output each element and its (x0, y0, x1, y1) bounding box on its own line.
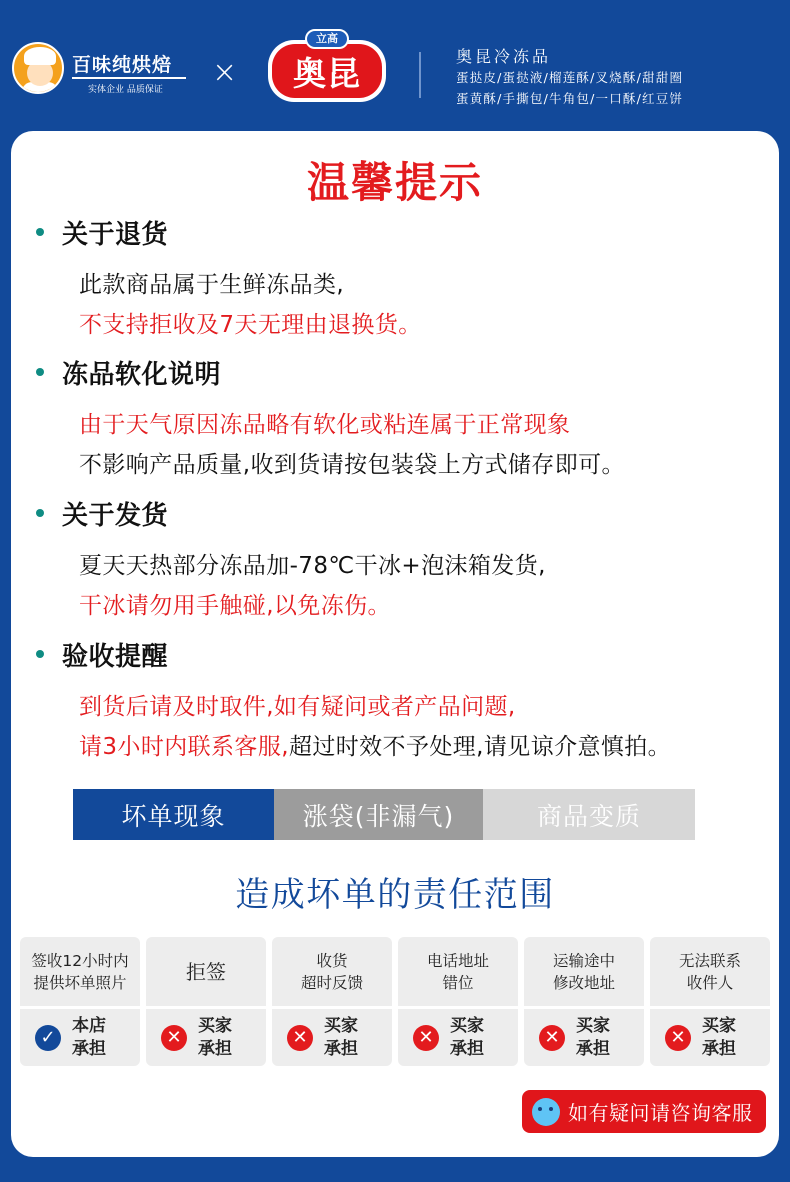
responsibility-case: 签收12小时内 提供坏单照片 (20, 937, 140, 1006)
section-line: 不支持拒收及7天无理由退换货。 (79, 312, 422, 338)
responsibility-card (398, 937, 518, 1066)
collab-times-icon: × (212, 55, 238, 90)
brand-left-slogan: 实体企业 品质保证 (88, 85, 163, 95)
responsibility-party: 买家 承担 (576, 1016, 610, 1059)
section-title: 验收提醒 (62, 641, 169, 672)
brand-left-underline (72, 77, 186, 79)
notice-title: 温馨提示 (306, 158, 483, 207)
responsibility-card (20, 937, 140, 1066)
section-line: 由于天气原因冻品略有软化或粘连属于正常现象 (79, 412, 571, 438)
section-line (79, 728, 671, 761)
section-line: 到货后请及时取件,如有疑问或者产品问题, (79, 694, 516, 720)
bullet-dot-icon (36, 650, 44, 658)
section-line-black-part: 超过时效不予处理,请见谅介意慎拍。 (288, 734, 672, 760)
responsibility-card (650, 937, 770, 1066)
brand-left-name: 百味纯烘焙 (72, 54, 173, 76)
responsibility-case: 拒签 (146, 937, 266, 1006)
header-product-line-1: 蛋挞皮/蛋挞液/榴莲酥/叉烧酥/甜甜圈 (456, 70, 684, 85)
responsibility-case: 运输途中 修改地址 (524, 937, 644, 1006)
responsibility-party: 买家 承担 (324, 1016, 358, 1059)
customer-service-icon (532, 1098, 560, 1126)
aokun-logo-text: 奥昆 (293, 53, 361, 93)
section-shipping (36, 495, 776, 619)
consult-customer-service-button[interactable] (522, 1090, 766, 1133)
header-divider (419, 52, 421, 98)
section-inspection (36, 636, 776, 760)
responsibility-party: 买家 承担 (198, 1016, 232, 1059)
responsibility-card (272, 937, 392, 1066)
close-icon: ✕ (413, 1025, 439, 1051)
responsibility-card (146, 937, 266, 1066)
close-icon: ✕ (287, 1025, 313, 1051)
header-product-title: 奥昆冷冻品 (456, 47, 552, 66)
section-line: 不影响产品质量,收到货请按包装袋上方式储存即可。 (79, 452, 625, 478)
damage-type-swollen-bag: 涨袋(非漏气) (274, 789, 483, 840)
section-line: 干冰请勿用手触碰,以免冻伤。 (79, 593, 391, 619)
section-title: 关于退货 (62, 219, 169, 250)
damage-type-bar (73, 789, 695, 840)
consult-button-label: 如有疑问请咨询客服 (568, 1101, 753, 1125)
section-title: 关于发货 (62, 500, 169, 531)
damage-type-spoiled: 商品变质 (483, 789, 695, 840)
bullet-dot-icon (36, 509, 44, 517)
section-title: 冻品软化说明 (62, 359, 222, 390)
responsibility-case: 电话地址 错位 (398, 937, 518, 1006)
responsibility-title: 造成坏单的责任范围 (235, 875, 555, 915)
section-returns (36, 214, 776, 338)
responsibility-cards (20, 937, 772, 1066)
close-icon: ✕ (539, 1025, 565, 1051)
close-icon: ✕ (161, 1025, 187, 1051)
responsibility-party: 买家 承担 (450, 1016, 484, 1059)
section-line: 此款商品属于生鲜冻品类, (79, 272, 345, 298)
bullet-dot-icon (36, 368, 44, 376)
responsibility-card (524, 937, 644, 1066)
ligao-badge: 立高 (305, 29, 349, 49)
responsibility-party: 本店 承担 (72, 1016, 106, 1059)
header-banner (0, 0, 790, 135)
close-icon: ✕ (665, 1025, 691, 1051)
damage-type-bad-order: 坏单现象 (73, 789, 274, 840)
responsibility-case: 无法联系 收件人 (650, 937, 770, 1006)
check-icon: ✓ (35, 1025, 61, 1051)
section-softening (36, 354, 776, 478)
section-line-red-part: 请3小时内联系客服, (79, 734, 289, 760)
responsibility-case: 收货 超时反馈 (272, 937, 392, 1006)
responsibility-party: 买家 承担 (702, 1016, 736, 1059)
section-line: 夏天天热部分冻品加-78℃干冰+泡沫箱发货, (79, 553, 546, 579)
header-product-line-2: 蛋黄酥/手撕包/牛角包/一口酥/红豆饼 (456, 91, 684, 106)
aokun-logo (268, 40, 386, 102)
bullet-dot-icon (36, 228, 44, 236)
chef-logo-icon (12, 42, 64, 94)
